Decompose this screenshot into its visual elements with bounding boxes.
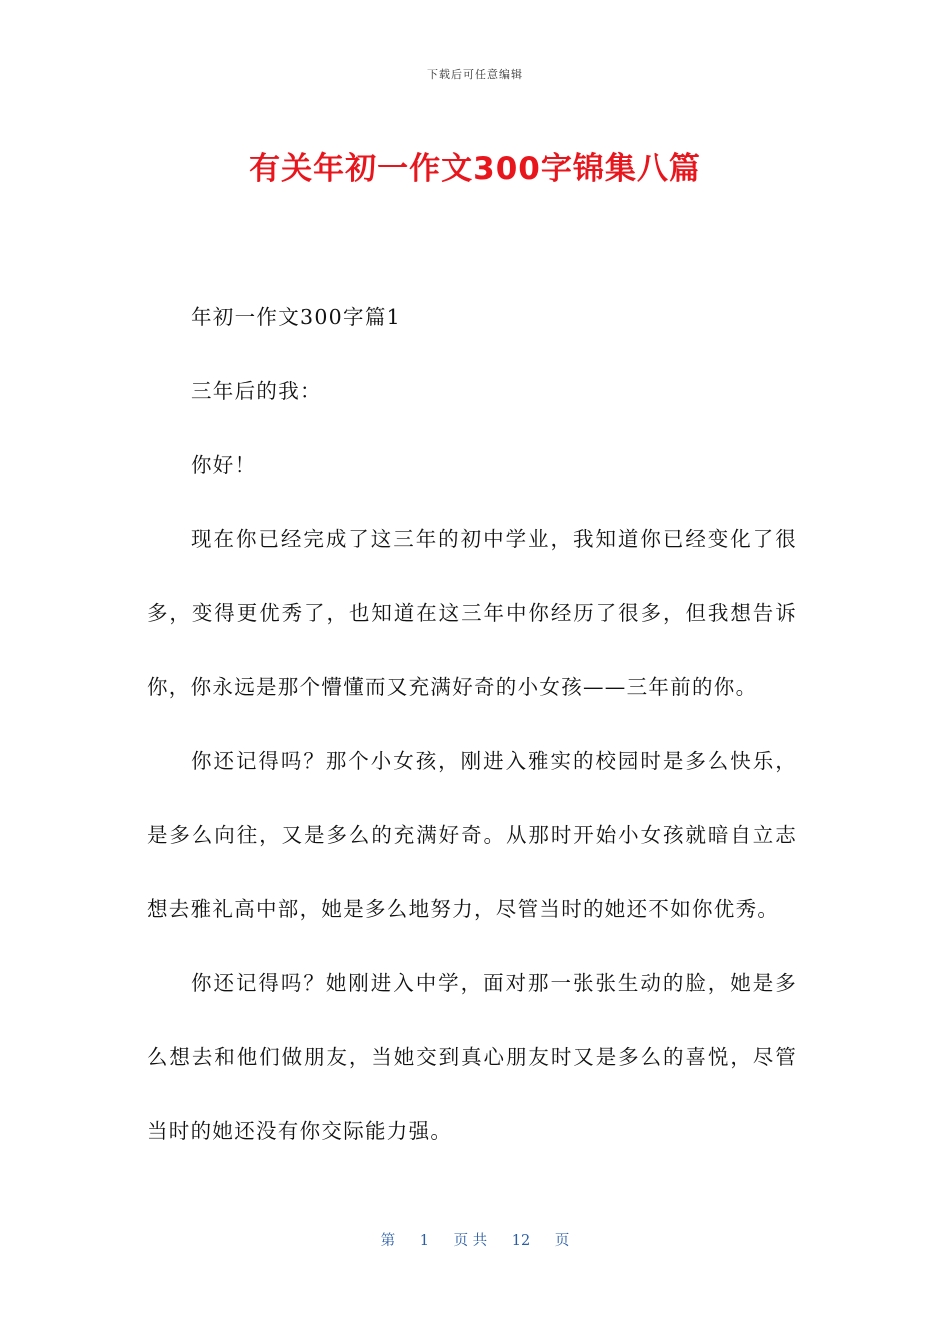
paragraph: 现在你已经完成了这三年的初中学业，我知道你已经变化了很多，变得更优秀了，也知道在这三年中你经历了很多，但我想告诉你，你永远是那个懵懂而又充满好奇的小女孩——三年前的你。 bbox=[147, 527, 797, 699]
header-note: 下载后可任意编辑 bbox=[427, 68, 523, 81]
document-body bbox=[147, 280, 797, 1168]
footer-current-page: 1 bbox=[419, 1233, 429, 1249]
page-footer bbox=[0, 1229, 950, 1250]
footer-total-pages: 12 bbox=[511, 1233, 531, 1249]
paragraph-salutation: 三年后的我： bbox=[191, 379, 322, 403]
footer-end-label: 页 bbox=[554, 1233, 570, 1249]
paragraph: 你还记得吗？那个小女孩，刚进入雅实的校园时是多么快乐，是多么向往，又是多么的充满好奇。从那时开始小女孩就暗自立志想去雅礼高中部，她是多么地努力，尽管当时的她还不如你优秀。 bbox=[147, 749, 797, 921]
footer-page-label: 第 bbox=[380, 1233, 396, 1249]
document-title: 有关年初一作文300字锦集八篇 bbox=[249, 151, 701, 187]
paragraph-greeting: 你好！ bbox=[191, 453, 257, 477]
paragraph: 你还记得吗？她刚进入中学，面对那一张张生动的脸，她是多么想去和他们做朋友，当她交到真心朋友时又是多么的喜悦，尽管当时的她还没有你交际能力强。 bbox=[147, 971, 797, 1143]
footer-of-label: 页 共 bbox=[453, 1233, 488, 1249]
paragraph-heading: 年初一作文300字篇1 bbox=[191, 305, 401, 329]
